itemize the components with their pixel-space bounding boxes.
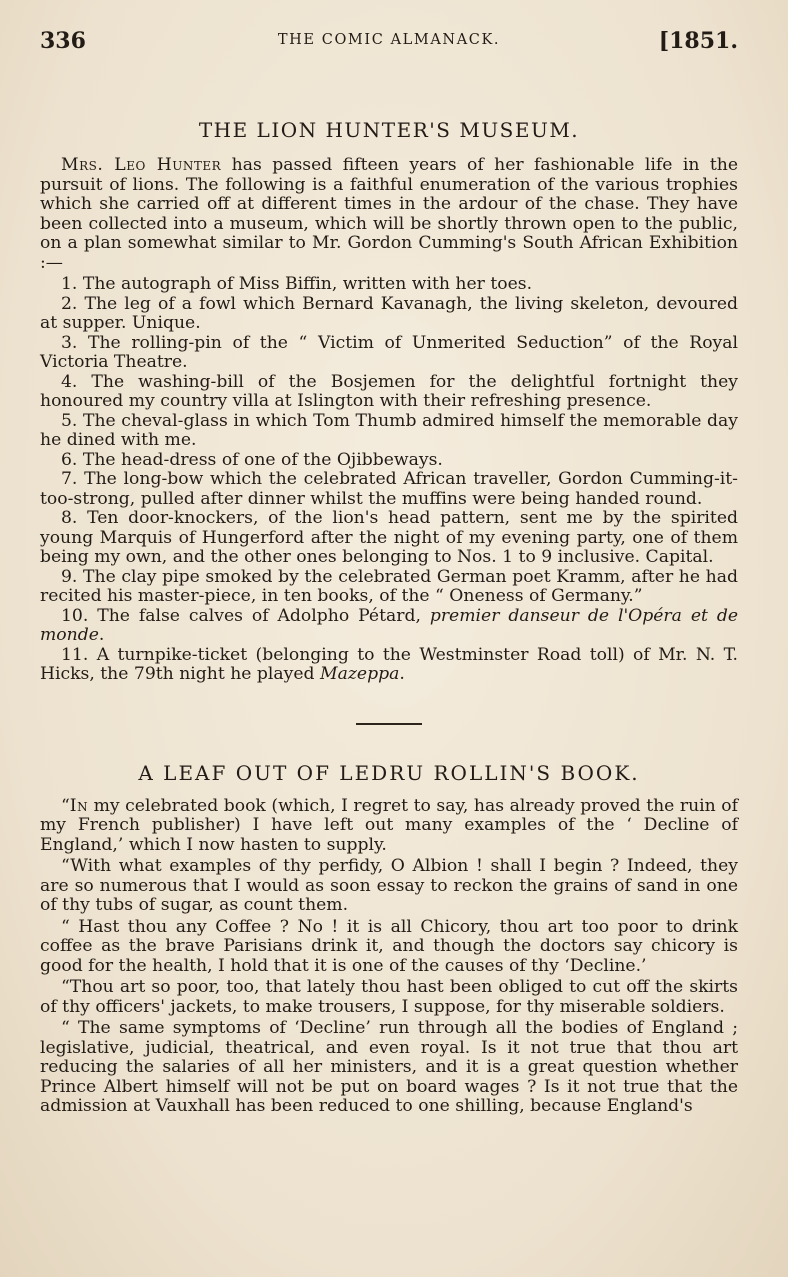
item-text: 10. The false calves of Adolpho Pétard, <box>61 605 430 626</box>
intro-paragraph <box>40 156 738 273</box>
paragraph: “Thou art so poor, too, that lately thou hast been obliged to cut off the skirts of thy officers' jackets, to make trousers, I suppose, for thy miserable soldiers. <box>40 977 738 1017</box>
list-item: 1. The autograph of Miss Biffin, written with her toes. <box>61 274 533 294</box>
list-item: 2. The leg of a fowl which Bernard Kavanagh, the living skeleton, devoured at supper. Unique. <box>40 293 738 333</box>
intro-name: Mrs. Leo Hunter <box>61 155 222 175</box>
list-item: 5. The cheval-glass in which Tom Thumb admired himself the memorable day he dined with me. <box>40 410 738 450</box>
list-item: 7. The long-bow which the celebrated African traveller, Gordon Cumming-it-too-strong, pulled after dinner whilst the muffins were being handed round. <box>40 469 738 509</box>
article-title: A LEAF OUT OF LEDRU ROLLIN'S BOOK. <box>138 760 640 785</box>
article-title: THE LION HUNTER'S MUSEUM. <box>198 118 580 142</box>
item-text-end: . <box>98 625 105 645</box>
running-title: THE COMIC ALMANACK. <box>277 32 501 48</box>
item-italic-text: Mazeppa <box>320 664 400 684</box>
list-item: 9. The clay pipe smoked by the celebrated German poet Kramm, after he had recited his master-piece, in ten books, of the “ Oneness of Germany.” <box>40 566 738 606</box>
museum-items-list <box>40 275 738 685</box>
item-italic-text: premier danseur de l'Opéra et de monde <box>40 605 738 645</box>
page-number: 336 <box>40 28 86 54</box>
list-item: 4. The washing-bill of the Bosjemen for the delightful fortnight they honoured my country villa at Islington with their refreshing presence. <box>40 371 738 411</box>
paragraph: “With what examples of thy perfidy, O Albion ! shall I begin ? Indeed, they are so numerous that I would as soon essay to reckon the grains of sand in one of thy tubs of sugar, as count them. <box>40 856 738 915</box>
item-text: 11. A turnpike-ticket (belonging to the Westminster Road toll) of Mr. N. T. Hicks, the 79th night he played <box>40 644 738 684</box>
paragraph: “ Hast thou any Coffee ? No ! it is all Chicory, thou art too poor to drink coffee as the brave Parisians drink it, and though the doctors say chicory is good for the health, I hold that it is one of the causes of thy ‘Decline.’ <box>40 916 738 976</box>
paragraph-lead: In <box>69 795 89 816</box>
year-label: [1851. <box>658 28 738 54</box>
section-divider <box>356 723 422 725</box>
paragraph <box>40 797 738 856</box>
intro-text: has passed fifteen years of her fashionable life in the pursuit of lions. The following is a faithful enumeration of the various trophies which she carried off at different times in the ardour of the chase. They have been collected into a museum, which will be shortly thrown open to the public, on a plan somewhat similar to Mr. Gordon Cumming's South African Exhibition :— <box>40 155 738 273</box>
list-item <box>40 646 738 685</box>
list-item <box>40 607 738 646</box>
list-item: 8. Ten door-knockers, of the lion's head pattern, sent me by the spirited young Marquis of Hungerford after the night of my evening party, one of them being my own, and the other ones belonging to Nos. 1 to 9 inclusive. Capital. <box>40 508 738 567</box>
list-item: 6. The head-dress of one of the Ojibbeways. <box>61 449 443 470</box>
list-item: 3. The rolling-pin of the “ Victim of Unmerited Seduction” of the Royal Victoria Theatre. <box>40 332 738 372</box>
opening-quote: “ <box>61 795 70 816</box>
item-text-end: . <box>399 664 405 684</box>
paragraph: “ The same symptoms of ‘Decline’ run through all the bodies of England ; legislative, judicial, theatrical, and even royal. Is it not true that thou art reducing the salaries of all her ministers, and it is a great question whether Prince Albert himself will not be put on board wages ? Is it not true that the admission at Vauxhall has been reduced to one shilling, because England's <box>40 1018 738 1116</box>
paragraph-text: my celebrated book (which, I regret to say, has already proved the ruin of my French publisher) I have left out many examples of the ‘ Decline of England,’ which I now hasten to supply. <box>40 795 738 855</box>
running-header <box>40 24 738 60</box>
